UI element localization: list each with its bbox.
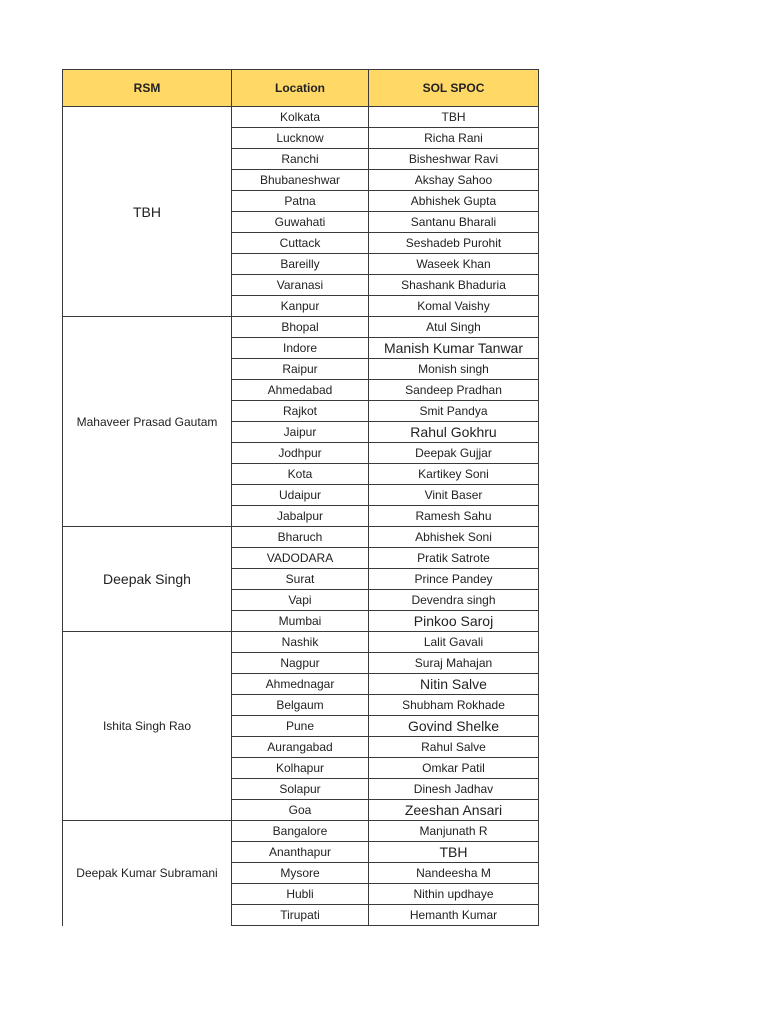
- location-cell: Guwahati: [232, 212, 369, 233]
- sol-spoc-cell: Rahul Gokhru: [369, 422, 539, 443]
- sol-spoc-cell: Zeeshan Ansari: [369, 800, 539, 821]
- location-cell: Varanasi: [232, 275, 369, 296]
- location-cell: Udaipur: [232, 485, 369, 506]
- sol-spoc-cell: Waseek Khan: [369, 254, 539, 275]
- location-cell: Ananthapur: [232, 842, 369, 863]
- header-row: [63, 70, 539, 107]
- sol-spoc-cell: TBH: [369, 842, 539, 863]
- location-cell: Hubli: [232, 884, 369, 905]
- sol-spoc-cell: Ramesh Sahu: [369, 506, 539, 527]
- location-cell: Lucknow: [232, 128, 369, 149]
- sol-spoc-cell: Abhishek Soni: [369, 527, 539, 548]
- location-cell: Raipur: [232, 359, 369, 380]
- sol-spoc-cell: Santanu Bharali: [369, 212, 539, 233]
- rsm-cell: TBH: [63, 107, 232, 317]
- sol-spoc-cell: Govind Shelke: [369, 716, 539, 737]
- sol-spoc-cell: TBH: [369, 107, 539, 128]
- sol-spoc-cell: Monish singh: [369, 359, 539, 380]
- rsm-cell: Mahaveer Prasad Gautam: [63, 317, 232, 527]
- location-cell: Bhopal: [232, 317, 369, 338]
- location-cell: Kolkata: [232, 107, 369, 128]
- sol-spoc-cell: Manjunath R: [369, 821, 539, 842]
- location-cell: Tirupati: [232, 905, 369, 926]
- sol-spoc-cell: Deepak Gujjar: [369, 443, 539, 464]
- sol-spoc-cell: Nitin Salve: [369, 674, 539, 695]
- location-cell: Rajkot: [232, 401, 369, 422]
- rsm-cell: Ishita Singh Rao: [63, 632, 232, 821]
- location-cell: Patna: [232, 191, 369, 212]
- location-cell: Nashik: [232, 632, 369, 653]
- location-cell: Bharuch: [232, 527, 369, 548]
- location-cell: VADODARA: [232, 548, 369, 569]
- table-row: [63, 317, 539, 338]
- sol-spoc-cell: Prince Pandey: [369, 569, 539, 590]
- rsm-location-spoc-table: [62, 69, 539, 926]
- location-cell: Vapi: [232, 590, 369, 611]
- sol-spoc-cell: Nandeesha M: [369, 863, 539, 884]
- location-cell: Jabalpur: [232, 506, 369, 527]
- sol-spoc-cell: Abhishek Gupta: [369, 191, 539, 212]
- sol-spoc-cell: Bisheshwar Ravi: [369, 149, 539, 170]
- sol-spoc-cell: Komal Vaishy: [369, 296, 539, 317]
- location-cell: Ahmednagar: [232, 674, 369, 695]
- sol-spoc-cell: Seshadeb Purohit: [369, 233, 539, 254]
- header-sol-spoc: SOL SPOC: [369, 70, 539, 107]
- sol-spoc-cell: Dinesh Jadhav: [369, 779, 539, 800]
- sol-spoc-cell: Devendra singh: [369, 590, 539, 611]
- sol-spoc-cell: Rahul Salve: [369, 737, 539, 758]
- sol-spoc-cell: Atul Singh: [369, 317, 539, 338]
- sol-spoc-cell: Vinit Baser: [369, 485, 539, 506]
- table-row: [63, 107, 539, 128]
- table-body: [63, 107, 539, 926]
- sol-spoc-cell: Shubham Rokhade: [369, 695, 539, 716]
- table-row: [63, 821, 539, 842]
- sol-spoc-cell: Akshay Sahoo: [369, 170, 539, 191]
- sol-spoc-cell: Manish Kumar Tanwar: [369, 338, 539, 359]
- location-cell: Pune: [232, 716, 369, 737]
- location-cell: Goa: [232, 800, 369, 821]
- sol-spoc-cell: Richa Rani: [369, 128, 539, 149]
- location-cell: Bareilly: [232, 254, 369, 275]
- location-cell: Indore: [232, 338, 369, 359]
- location-cell: Kota: [232, 464, 369, 485]
- location-cell: Ahmedabad: [232, 380, 369, 401]
- sol-spoc-cell: Pinkoo Saroj: [369, 611, 539, 632]
- location-cell: Ranchi: [232, 149, 369, 170]
- sol-spoc-cell: Sandeep Pradhan: [369, 380, 539, 401]
- location-cell: Belgaum: [232, 695, 369, 716]
- location-cell: Jaipur: [232, 422, 369, 443]
- location-cell: Jodhpur: [232, 443, 369, 464]
- sol-spoc-cell: Nithin updhaye: [369, 884, 539, 905]
- location-cell: Aurangabad: [232, 737, 369, 758]
- rsm-cell: Deepak Kumar Subramani: [63, 821, 232, 926]
- location-cell: Solapur: [232, 779, 369, 800]
- header-location: Location: [232, 70, 369, 107]
- sol-spoc-cell: Lalit Gavali: [369, 632, 539, 653]
- table-row: [63, 632, 539, 653]
- sol-spoc-cell: Omkar Patil: [369, 758, 539, 779]
- sol-spoc-cell: Pratik Satrote: [369, 548, 539, 569]
- sol-spoc-cell: Kartikey Soni: [369, 464, 539, 485]
- header-rsm: RSM: [63, 70, 232, 107]
- table-row: [63, 527, 539, 548]
- location-cell: Bangalore: [232, 821, 369, 842]
- location-cell: Cuttack: [232, 233, 369, 254]
- sol-spoc-cell: Shashank Bhaduria: [369, 275, 539, 296]
- sol-spoc-cell: Hemanth Kumar: [369, 905, 539, 926]
- location-cell: Nagpur: [232, 653, 369, 674]
- sol-spoc-cell: Suraj Mahajan: [369, 653, 539, 674]
- rsm-cell: Deepak Singh: [63, 527, 232, 632]
- location-cell: Bhubaneshwar: [232, 170, 369, 191]
- location-cell: Kanpur: [232, 296, 369, 317]
- spreadsheet-table-container: [62, 69, 538, 934]
- location-cell: Mumbai: [232, 611, 369, 632]
- sol-spoc-cell: Smit Pandya: [369, 401, 539, 422]
- location-cell: Surat: [232, 569, 369, 590]
- location-cell: Kolhapur: [232, 758, 369, 779]
- location-cell: Mysore: [232, 863, 369, 884]
